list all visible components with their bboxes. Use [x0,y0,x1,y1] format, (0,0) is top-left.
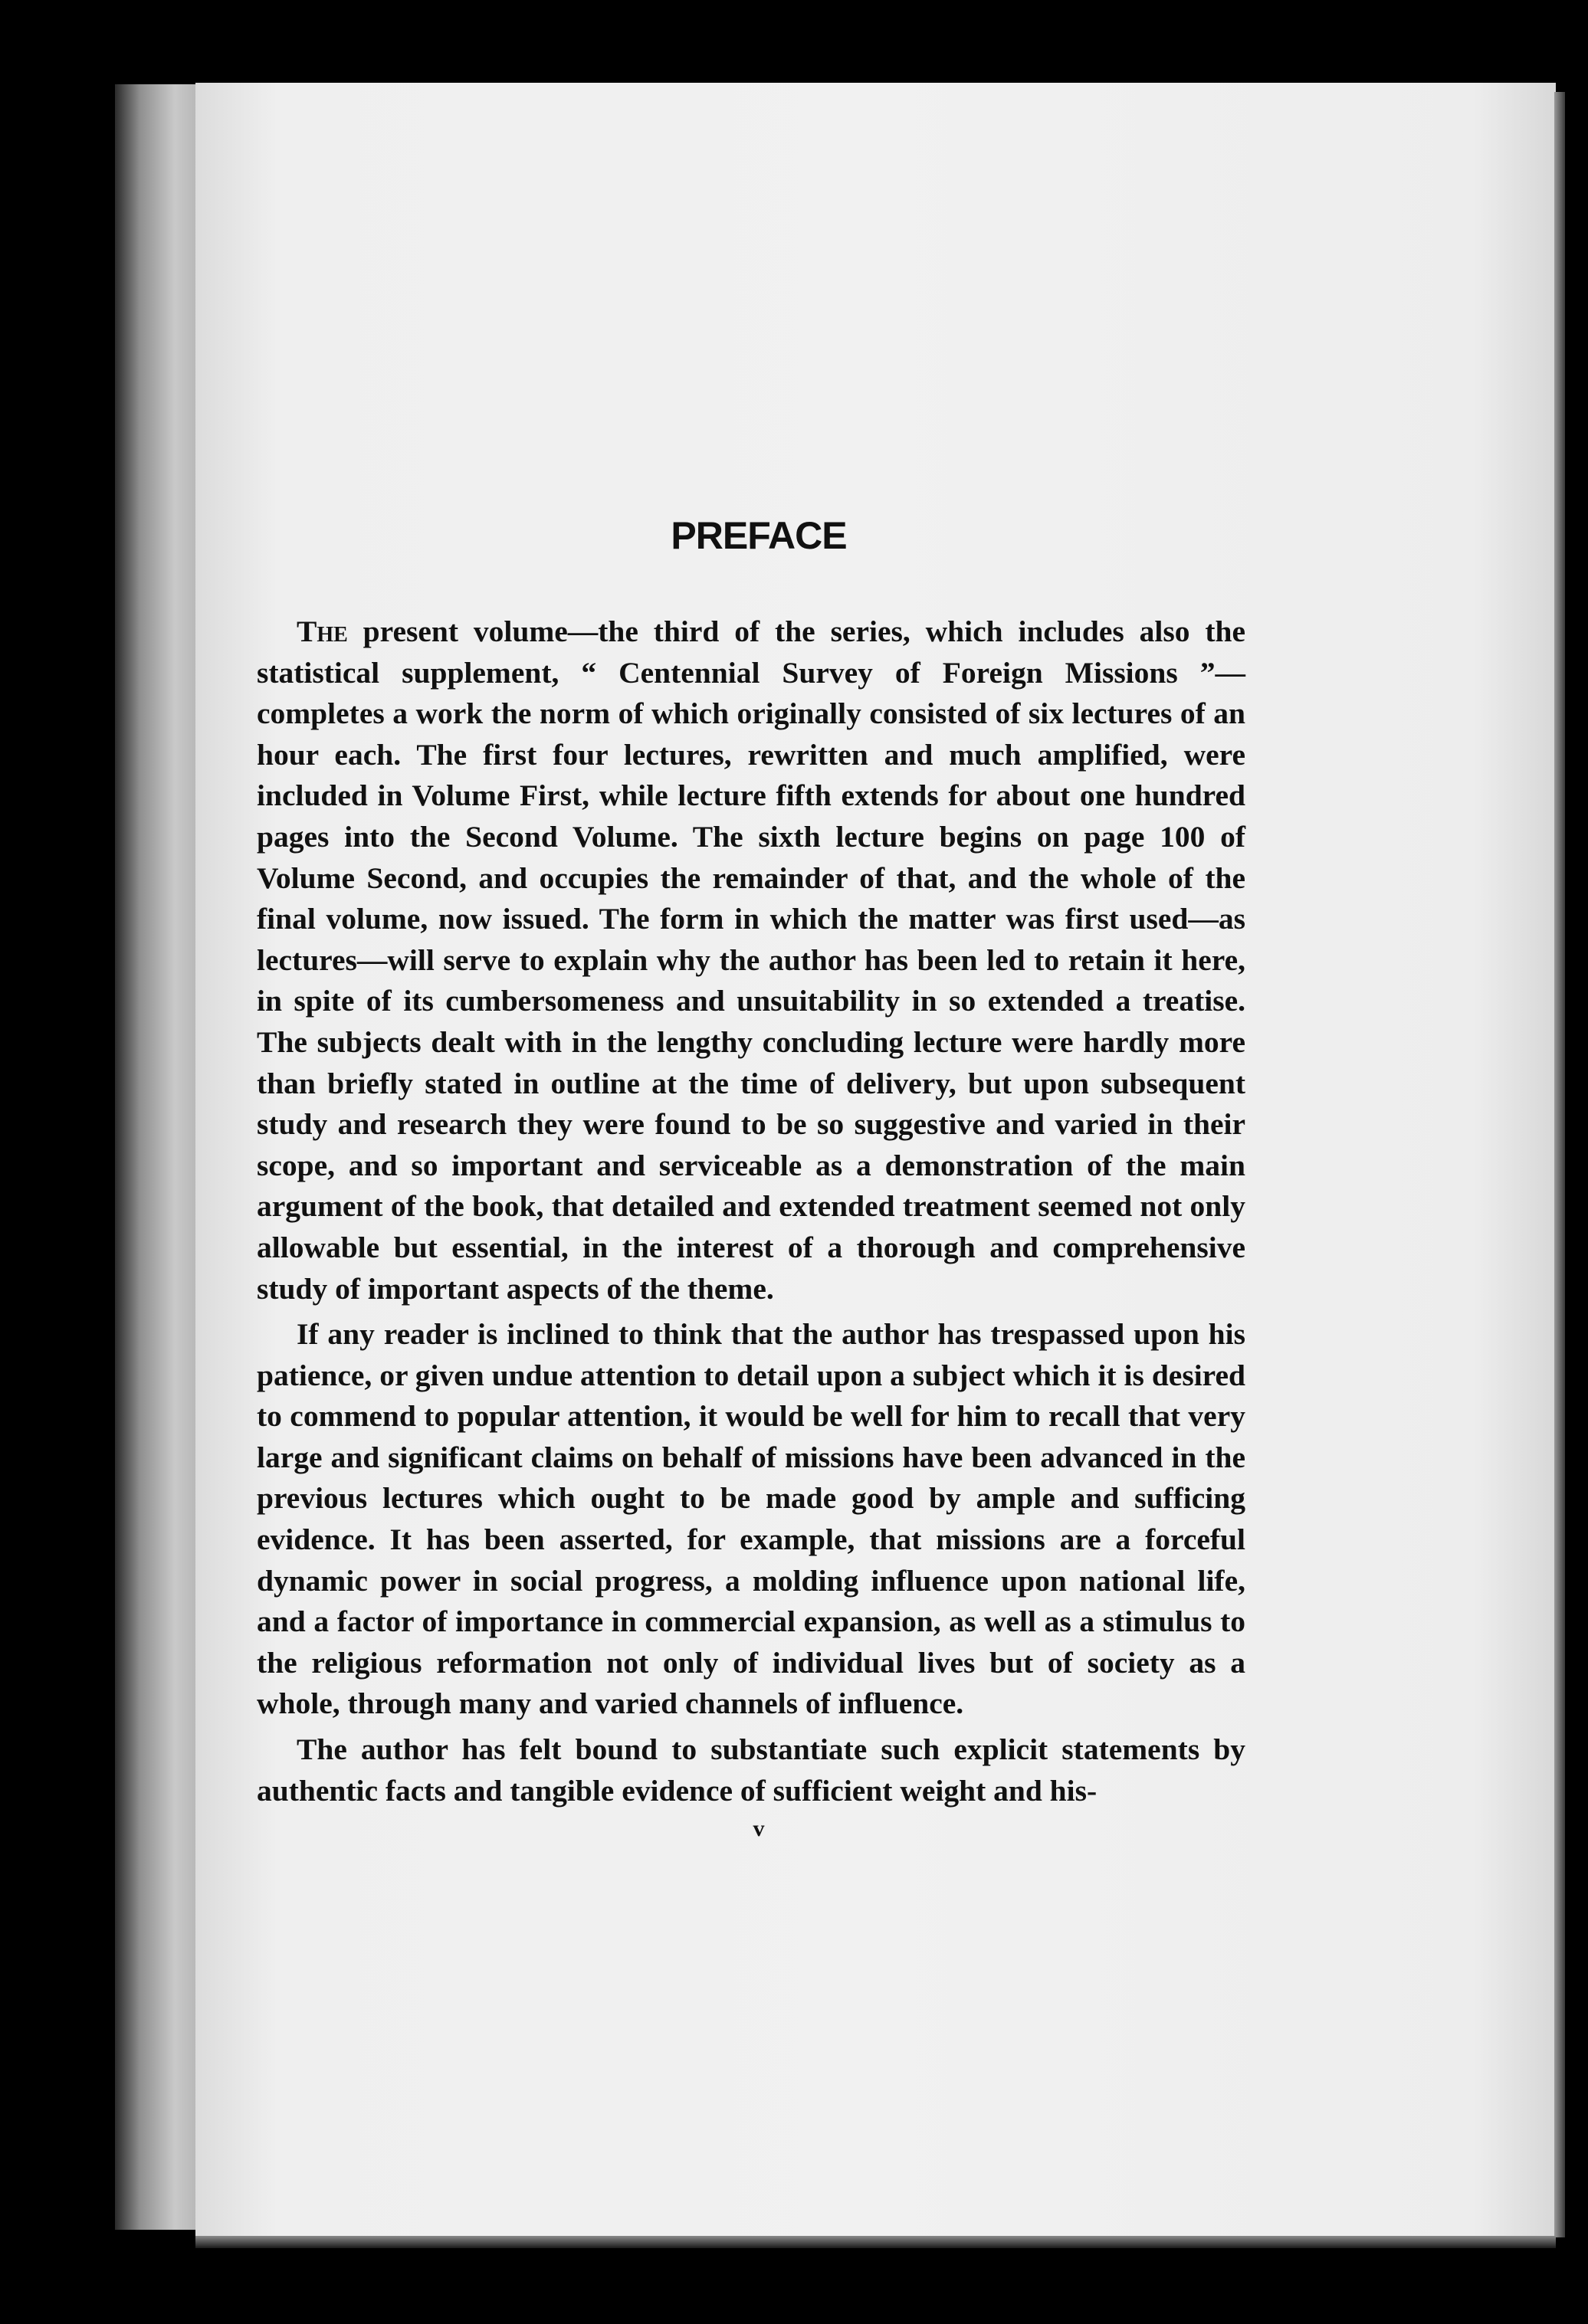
paragraph-lead-word: The [297,615,348,648]
page-content [257,513,1245,1842]
page-bottom-edge-shadow [195,2236,1556,2248]
page-right-edge-shadow [1554,92,1565,2237]
page-number: v [753,1816,765,1842]
paragraph-3: The author has felt bound to substantiate such explicit statements by authentic facts and tangible evidence of sufficient weight and his- [257,1732,1245,1808]
paragraph-1-text: present volume—the third of the series, which includes also the statistical supplement, “ Centennial Survey of Foreign Missions ”—completes a work the norm of which originally consisted of six lectures of an hour each. The first four lectures, rewritten and much amplified, were included in Volume First, while lecture fifth extends for about one hundred pages into the Second Volume. The sixth lecture begins on page 100 of Volume Second, and occupies the remainder of that, and the whole of the final volume, now issued. The form in which the matter was first used—as lectures—will serve to explain why the author has been led to retain it here, in spite of its cumbersomeness and unsuitability in so extended a treatise. The subjects dealt with in the lengthy concluding lecture were hardly more than briefly stated in outline at the time of delivery, but upon subsequent study and research they were found to be so suggestive and varied in their scope, and so important and serviceable as a demonstration of the main argument of the book, that detailed and extended treatment seemed not only allowable but essential, in the interest of a thorough and comprehensive study of important aspects of the theme. [257,615,1245,1306]
paragraph-2: If any reader is inclined to think that the author has trespassed upon his patience, or given undue attention to detail upon a subject which it is desired to commend to popular attention, it would be well for him to recall that very large and significant claims on behalf of missions have been advanced in the previous lectures which ought to be made good by ample and sufficing evidence. It has been asserted, for example, that missions are a forceful dynamic power in social progress, a molding influence upon national life, and a factor of importance in commercial expansion, as well as a stimulus to the religious reformation not only of individual lives but of society as a whole, through many and varied channels of influence. [257,1317,1245,1721]
paragraph-1 [257,611,1245,1310]
page-title: PREFACE [671,514,847,557]
